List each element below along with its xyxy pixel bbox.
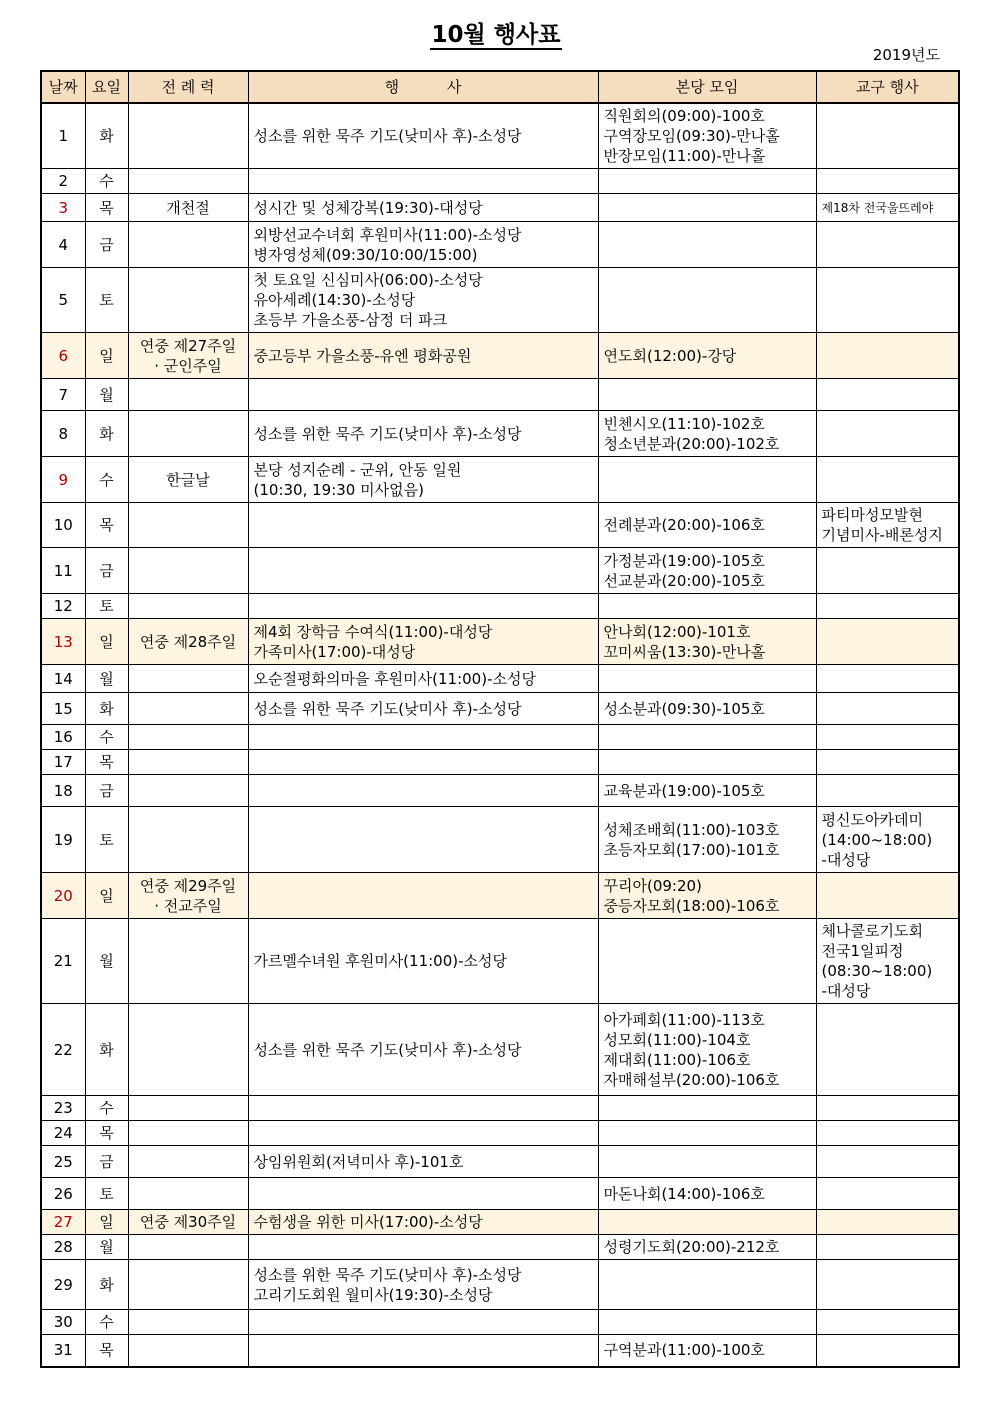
diocese-cell [816,268,959,333]
meetings-cell [598,750,816,775]
diocese-cell [816,411,959,457]
events-line: 제4회 장학금 수여식(11:00)-대성당 [253,622,493,641]
events-line: 성소를 위한 묵주 기도(낮미사 후)-소성당 [253,424,522,443]
events-cell [248,873,598,919]
header-diocese-events: 교구 행사 [816,71,959,103]
day-cell: 토 [85,594,128,619]
meetings-line: 청소년분과(20:00)-102호 [603,434,780,453]
date-cell: 26 [41,1178,85,1210]
day-cell: 일 [85,333,128,379]
date-cell: 7 [41,379,85,411]
date-cell: 12 [41,594,85,619]
meetings-line: 자매해설부(20:00)-106호 [603,1070,780,1089]
liturgy-cell [128,194,248,222]
events-cell [248,268,598,333]
events-cell [248,1004,598,1096]
liturgy-cell [128,665,248,693]
date-cell: 3 [41,194,85,222]
meetings-cell [598,503,816,548]
header-liturgy: 전 례 력 [128,71,248,103]
table-row [41,1310,959,1335]
events-line: 성시간 및 성체강복(19:30)-대성당 [253,198,483,217]
meetings-cell [598,775,816,807]
meetings-cell [598,169,816,194]
meetings-line: 빈첸시오(11:10)-102호 [603,414,765,433]
diocese-line: -대성당 [821,850,871,869]
diocese-cell [816,873,959,919]
day-cell: 화 [85,411,128,457]
events-cell [248,1335,598,1367]
diocese-line: 전국1일피정 [821,942,904,960]
events-cell [248,1235,598,1260]
events-cell [248,775,598,807]
diocese-cell [816,457,959,503]
liturgy-cell [128,873,248,919]
diocese-cell [816,1096,959,1121]
events-cell [248,665,598,693]
header-events: 행 사 [248,71,598,103]
day-cell: 수 [85,457,128,503]
meetings-cell [598,1260,816,1310]
day-cell: 월 [85,665,128,693]
meetings-line: 안나회(12:00)-101호 [603,622,751,641]
diocese-line: (08:30~18:00) [821,962,933,980]
table-row [41,919,959,1004]
events-line: 고리기도회원 월미사(19:30)-소성당 [253,1285,493,1304]
day-cell: 월 [85,1235,128,1260]
events-cell [248,1260,598,1310]
day-cell: 목 [85,194,128,222]
date-cell: 17 [41,750,85,775]
diocese-cell [816,725,959,750]
diocese-cell [816,1121,959,1146]
table-row [41,1178,959,1210]
table-row [41,873,959,919]
diocese-cell [816,1146,959,1178]
table-row [41,807,959,873]
meetings-line: 직원회의(09:00)-100호 [603,107,765,125]
table-row [41,1146,959,1178]
events-line: 가족미사(17:00)-대성당 [253,642,416,661]
date-cell: 10 [41,503,85,548]
events-line: 성소를 위한 묵주 기도(낮미사 후)-소성당 [253,1265,522,1284]
meetings-cell [598,1121,816,1146]
events-cell [248,1146,598,1178]
table-row [41,1096,959,1121]
day-cell: 월 [85,919,128,1004]
date-cell: 27 [41,1210,85,1235]
day-cell: 토 [85,807,128,873]
meetings-cell [598,919,816,1004]
meetings-cell [598,457,816,503]
meetings-cell [598,1096,816,1121]
diocese-cell [816,333,959,379]
day-cell: 수 [85,1310,128,1335]
meetings-cell [598,1335,816,1367]
diocese-line: 기념미사-배론성지 [821,526,943,544]
diocese-line: -대성당 [821,982,871,1000]
diocese-line: 제18차 전국울뜨레야 [821,200,934,215]
date-cell: 1 [41,103,85,169]
meetings-line: 꾸리아(09:20) [603,876,702,895]
events-line: 첫 토요일 신심미사(06:00)-소성당 [253,271,483,289]
events-cell [248,807,598,873]
diocese-line: 평신도아카데미 [821,810,923,829]
table-row [41,548,959,594]
events-cell [248,1210,598,1235]
diocese-cell [816,222,959,268]
meetings-cell [598,411,816,457]
liturgy-line: 연중 제30주일 [139,1213,237,1231]
date-cell: 28 [41,1235,85,1260]
liturgy-cell [128,548,248,594]
meetings-cell [598,333,816,379]
meetings-line: 성모회(11:00)-104호 [603,1030,751,1049]
meetings-line: 아가페회(11:00)-113호 [603,1010,765,1029]
date-cell: 13 [41,619,85,665]
meetings-line: 마돈나회(14:00)-106호 [603,1184,765,1203]
meetings-cell [598,1235,816,1260]
date-cell: 4 [41,222,85,268]
date-cell: 5 [41,268,85,333]
date-cell: 31 [41,1335,85,1367]
table-row [41,333,959,379]
date-cell: 24 [41,1121,85,1146]
liturgy-line: · 군인주일 [154,356,222,375]
diocese-line: (14:00~18:00) [821,830,933,849]
events-cell [248,503,598,548]
meetings-cell [598,725,816,750]
meetings-cell [598,1146,816,1178]
date-cell: 20 [41,873,85,919]
liturgy-cell [128,457,248,503]
date-cell: 18 [41,775,85,807]
liturgy-cell [128,503,248,548]
diocese-cell [816,548,959,594]
header-date: 날짜 [41,71,85,103]
header-day: 요일 [85,71,128,103]
events-cell [248,548,598,594]
events-cell [248,619,598,665]
events-line: 외방선교수녀회 후원미사(11:00)-소성당 [253,225,522,244]
day-cell: 수 [85,169,128,194]
liturgy-cell [128,103,248,169]
table-row [41,268,959,333]
events-cell [248,1310,598,1335]
diocese-cell [816,379,959,411]
events-cell [248,594,598,619]
meetings-line: 교육분과(19:00)-105호 [603,781,765,800]
table-row [41,725,959,750]
events-cell [248,919,598,1004]
diocese-cell [816,1310,959,1335]
events-line: 가르멜수녀원 후원미사(11:00)-소성당 [253,952,507,970]
liturgy-line: 개천절 [166,198,210,217]
liturgy-cell [128,1146,248,1178]
table-row [41,169,959,194]
meetings-cell [598,594,816,619]
meetings-cell [598,548,816,594]
year-label: 2019년도 [872,46,940,64]
events-cell [248,1096,598,1121]
schedule-table [40,70,960,1368]
date-cell: 15 [41,693,85,725]
meetings-cell [598,693,816,725]
events-line: 성소를 위한 묵주 기도(낮미사 후)-소성당 [253,127,522,145]
day-cell: 금 [85,222,128,268]
meetings-cell [598,1178,816,1210]
liturgy-cell [128,333,248,379]
diocese-cell [816,619,959,665]
events-cell [248,222,598,268]
diocese-cell [816,1210,959,1235]
diocese-line: 파티마성모발현 [821,506,923,524]
day-cell: 수 [85,1096,128,1121]
meetings-line: 전례분과(20:00)-106호 [603,516,765,534]
events-cell [248,1121,598,1146]
meetings-line: 반장모임(11:00)-만나홀 [603,147,766,165]
liturgy-cell [128,1096,248,1121]
date-cell: 22 [41,1004,85,1096]
meetings-cell [598,1310,816,1335]
meetings-cell [598,665,816,693]
diocese-cell [816,750,959,775]
liturgy-cell [128,169,248,194]
events-line: 상임위원회(저녁미사 후)-101호 [253,1152,464,1171]
diocese-cell [816,169,959,194]
events-line: 본당 성지순례 - 군위, 안동 일원 [253,460,462,479]
table-row [41,1210,959,1235]
liturgy-cell [128,725,248,750]
liturgy-cell [128,1210,248,1235]
events-cell [248,1178,598,1210]
table-row [41,594,959,619]
meetings-line: 가정분과(19:00)-105호 [603,551,765,570]
day-cell: 금 [85,1146,128,1178]
meetings-line: 구역분과(11:00)-100호 [603,1341,765,1360]
date-cell: 14 [41,665,85,693]
diocese-cell [816,693,959,725]
events-line: 유아세례(14:30)-소성당 [253,291,416,309]
liturgy-cell [128,775,248,807]
table-row [41,379,959,411]
meetings-cell [598,873,816,919]
table-row [41,503,959,548]
events-cell [248,169,598,194]
diocese-line: 체나콜로기도회 [821,922,923,940]
events-line: 병자영성체(09:30/10:00/15:00) [253,245,478,264]
date-cell: 8 [41,411,85,457]
liturgy-line: 연중 제29주일 [139,876,237,895]
table-row [41,222,959,268]
day-cell: 일 [85,619,128,665]
table-row [41,103,959,169]
meetings-cell [598,379,816,411]
meetings-cell [598,222,816,268]
date-cell: 29 [41,1260,85,1310]
day-cell: 토 [85,1178,128,1210]
meetings-cell [598,268,816,333]
page-title: 10월 행사표 [431,22,561,48]
meetings-cell [598,619,816,665]
diocese-cell [816,103,959,169]
meetings-line: 성체조배회(11:00)-103호 [603,820,780,839]
liturgy-cell [128,1121,248,1146]
diocese-cell [816,1235,959,1260]
liturgy-cell [128,1178,248,1210]
liturgy-cell [128,594,248,619]
table-row [41,665,959,693]
meetings-line: 꼬미씨움(13:30)-만나홀 [603,642,766,661]
events-cell [248,379,598,411]
diocese-cell [816,1260,959,1310]
meetings-line: 성령기도회(20:00)-212호 [603,1238,780,1256]
diocese-cell [816,594,959,619]
date-cell: 2 [41,169,85,194]
day-cell: 목 [85,503,128,548]
liturgy-cell [128,1235,248,1260]
liturgy-cell [128,1004,248,1096]
liturgy-cell [128,619,248,665]
date-cell: 16 [41,725,85,750]
meetings-line: 연도회(12:00)-강당 [603,346,737,365]
date-cell: 9 [41,457,85,503]
table-row [41,1260,959,1310]
table-row [41,194,959,222]
liturgy-cell [128,807,248,873]
diocese-cell [816,807,959,873]
events-line: (10:30, 19:30 미사없음) [253,480,424,499]
meetings-line: 초등자모회(17:00)-101호 [603,840,780,859]
liturgy-line: 연중 제28주일 [139,632,237,651]
liturgy-cell [128,379,248,411]
day-cell: 일 [85,873,128,919]
events-cell [248,750,598,775]
events-line: 수험생을 위한 미사(17:00)-소성당 [253,1213,483,1231]
liturgy-cell [128,1335,248,1367]
day-cell: 월 [85,379,128,411]
diocese-cell [816,1335,959,1367]
day-cell: 일 [85,1210,128,1235]
day-cell: 수 [85,725,128,750]
day-cell: 토 [85,268,128,333]
header-parish-meetings: 본당 모임 [598,71,816,103]
liturgy-cell [128,1310,248,1335]
liturgy-cell [128,411,248,457]
events-cell [248,103,598,169]
meetings-cell [598,1210,816,1235]
events-line: 성소를 위한 묵주 기도(낮미사 후)-소성당 [253,699,522,718]
meetings-cell [598,194,816,222]
diocese-cell [816,1178,959,1210]
events-line: 초등부 가을소풍-삼정 더 파크 [253,311,448,329]
day-cell: 목 [85,750,128,775]
events-cell [248,457,598,503]
table-row [41,775,959,807]
events-cell [248,725,598,750]
liturgy-cell [128,750,248,775]
diocese-cell [816,665,959,693]
diocese-cell [816,775,959,807]
day-cell: 화 [85,1260,128,1310]
table-row [41,1121,959,1146]
date-cell: 30 [41,1310,85,1335]
liturgy-cell [128,268,248,333]
meetings-cell [598,103,816,169]
table-row [41,1335,959,1367]
meetings-cell [598,807,816,873]
meetings-line: 구역장모임(09:30)-만나홀 [603,127,780,145]
date-cell: 11 [41,548,85,594]
table-row [41,1004,959,1096]
day-cell: 화 [85,693,128,725]
events-cell [248,194,598,222]
events-line: 성소를 위한 묵주 기도(낮미사 후)-소성당 [253,1040,522,1059]
meetings-cell [598,1004,816,1096]
date-cell: 23 [41,1096,85,1121]
day-cell: 화 [85,103,128,169]
diocese-cell [816,194,959,222]
diocese-cell [816,503,959,548]
meetings-line: 선교분과(20:00)-105호 [603,571,765,590]
date-cell: 25 [41,1146,85,1178]
day-cell: 목 [85,1335,128,1367]
events-cell [248,411,598,457]
date-cell: 21 [41,919,85,1004]
liturgy-cell [128,1260,248,1310]
day-cell: 목 [85,1121,128,1146]
events-line: 오순절평화의마을 후원미사(11:00)-소성당 [253,669,536,688]
day-cell: 화 [85,1004,128,1096]
meetings-line: 제대회(11:00)-106호 [603,1050,751,1069]
events-cell [248,693,598,725]
events-cell [248,333,598,379]
table-row [41,457,959,503]
liturgy-cell [128,919,248,1004]
liturgy-line: 연중 제27주일 [139,336,237,355]
table-row [41,619,959,665]
table-header-row [41,71,959,103]
table-row [41,1235,959,1260]
day-cell: 금 [85,548,128,594]
diocese-cell [816,1004,959,1096]
liturgy-line: 한글날 [166,470,210,489]
liturgy-line: · 전교주일 [154,896,222,915]
table-row [41,750,959,775]
diocese-cell [816,919,959,1004]
liturgy-cell [128,222,248,268]
date-cell: 19 [41,807,85,873]
meetings-line: 성소분과(09:30)-105호 [603,699,765,718]
day-cell: 금 [85,775,128,807]
meetings-line: 중등자모회(18:00)-106호 [603,896,780,915]
table-row [41,693,959,725]
date-cell: 6 [41,333,85,379]
liturgy-cell [128,693,248,725]
events-line: 중고등부 가을소풍-유엔 평화공원 [253,346,472,365]
table-row [41,411,959,457]
